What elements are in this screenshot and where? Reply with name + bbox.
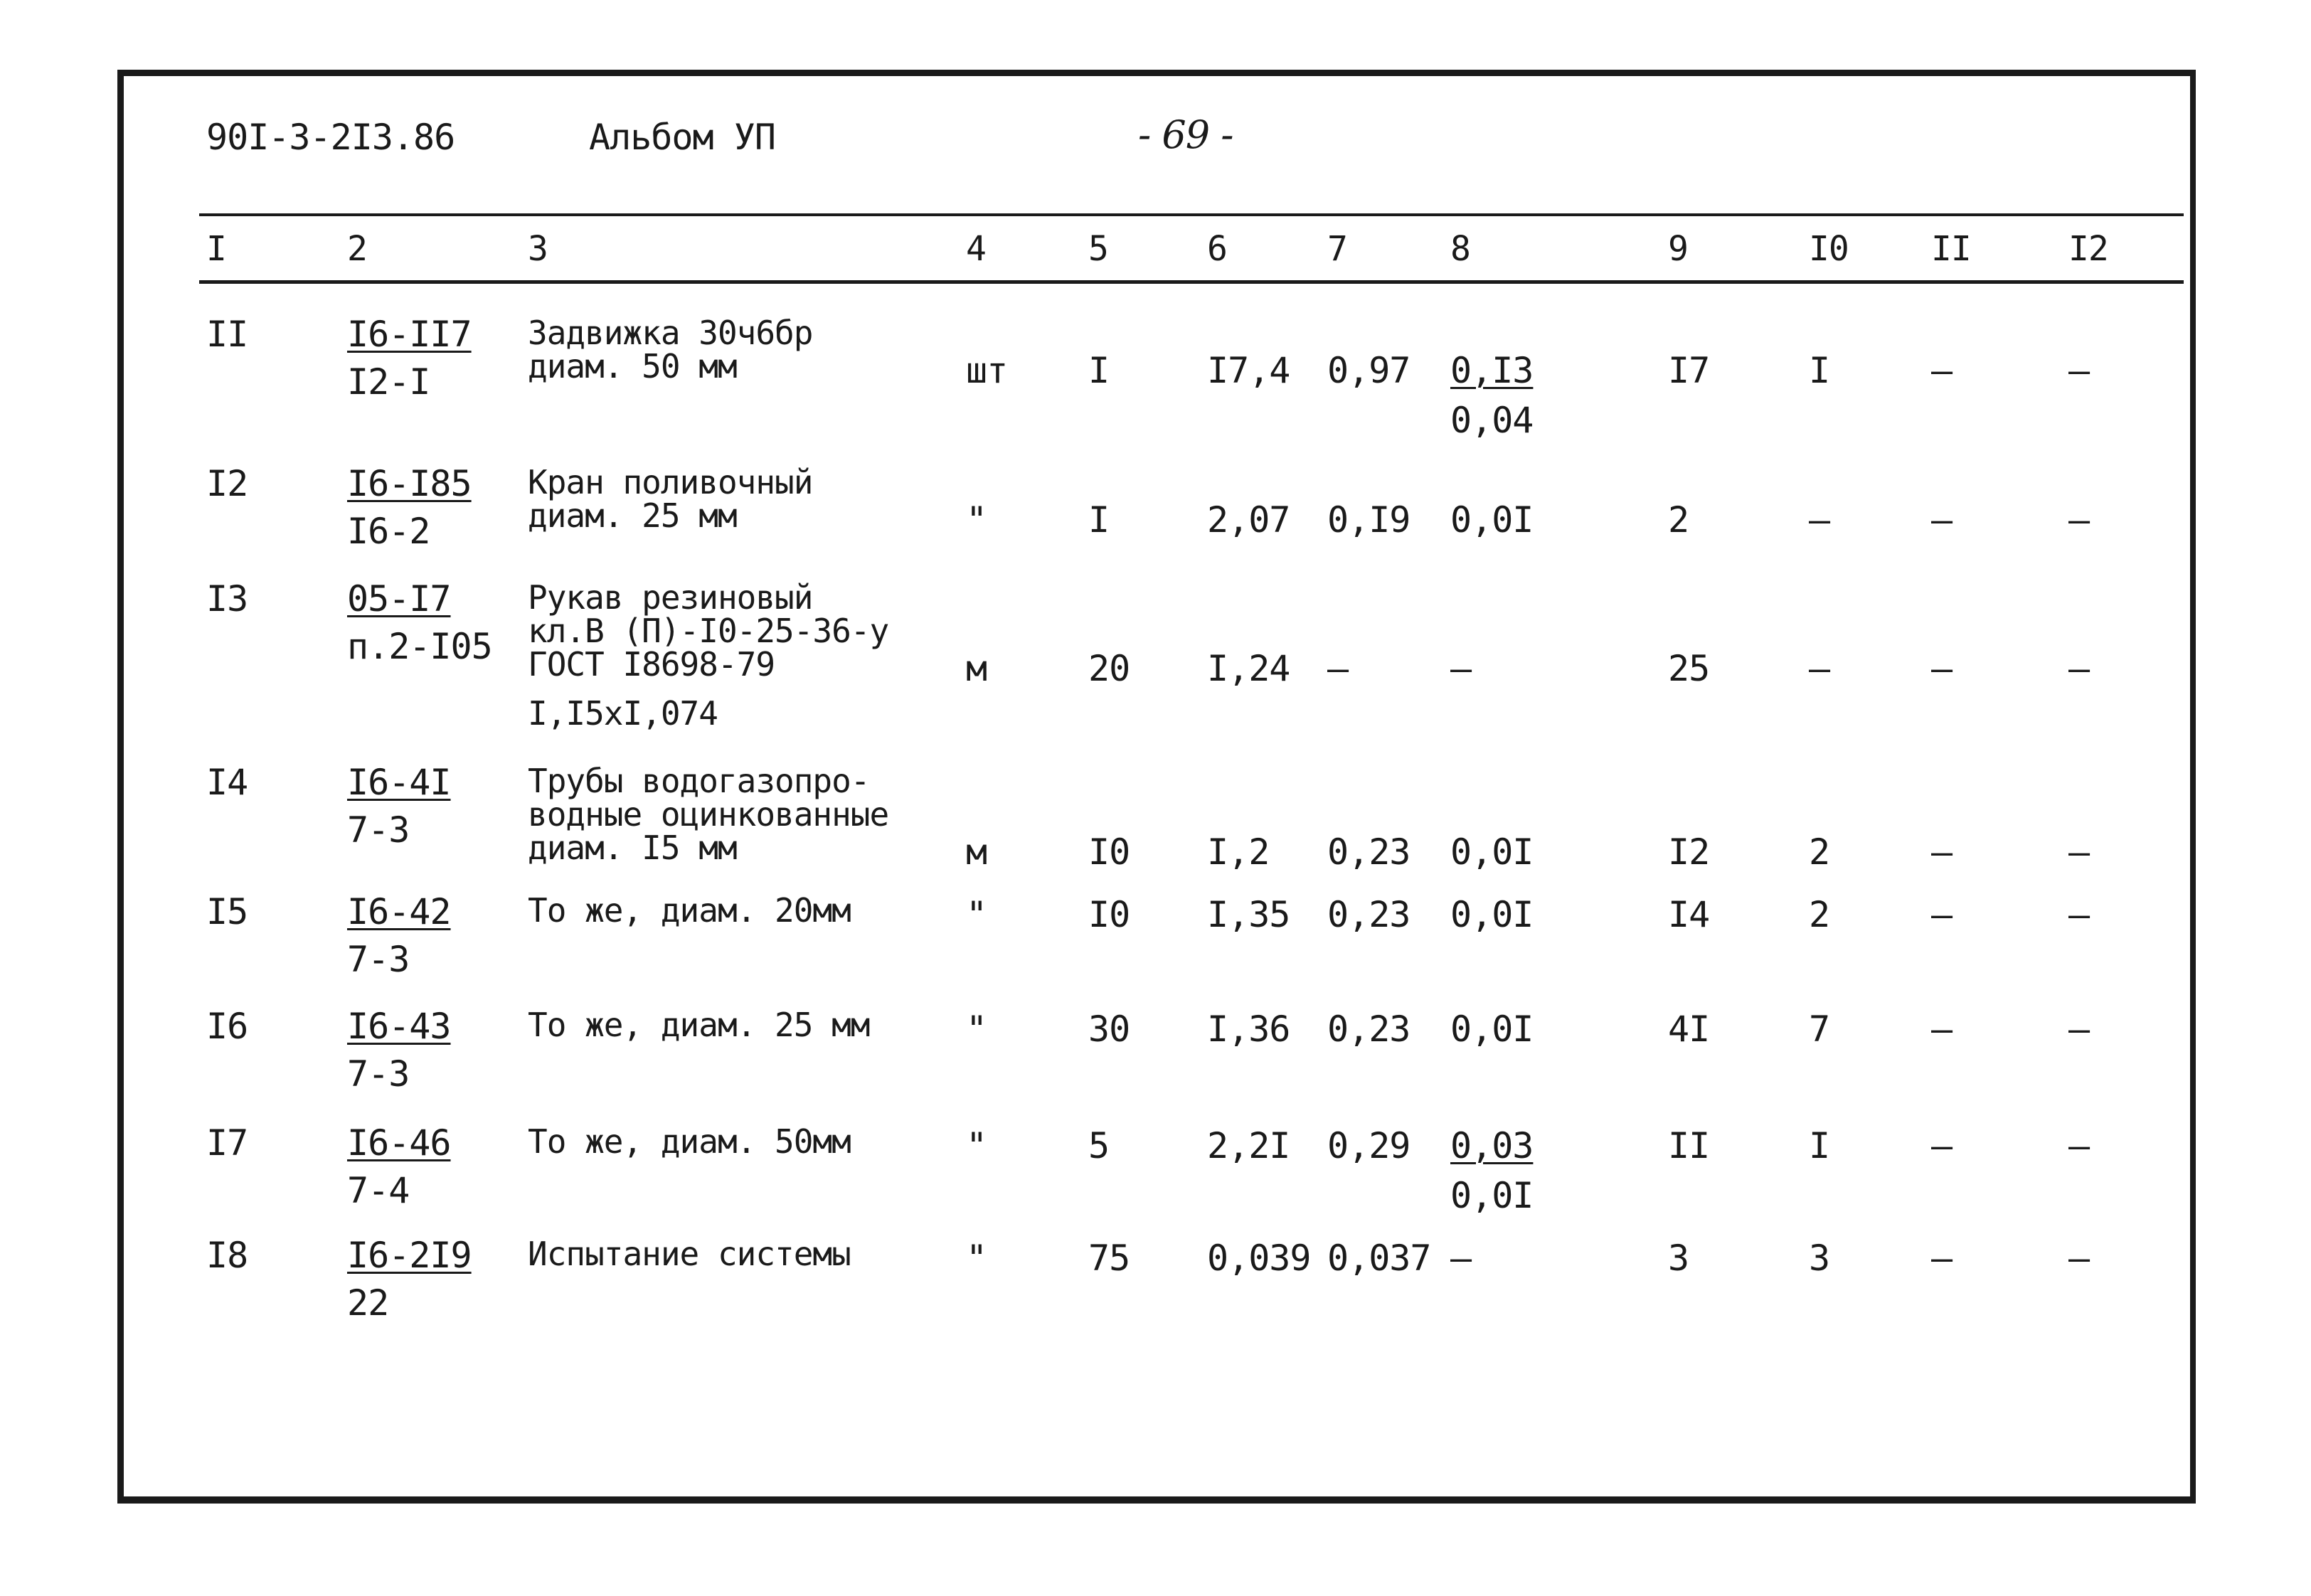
col-8-value: –: [1450, 1238, 1472, 1279]
code-secondary: I6-2: [347, 511, 430, 552]
col-12-value: –: [2068, 1009, 2090, 1050]
description-line: Рукав резиновый: [528, 578, 813, 617]
album-label: Альбом УП: [589, 117, 775, 158]
description-line: То же, диам. 20мм: [528, 891, 851, 930]
unit: ": [966, 499, 987, 541]
code-primary: I6-43: [347, 1006, 451, 1047]
description-line: I,I5хI,074: [528, 694, 718, 733]
unit: ": [966, 1238, 987, 1279]
quantity: I0: [1088, 831, 1130, 873]
quantity: 5: [1088, 1125, 1110, 1166]
col-11-value: –: [1931, 894, 1953, 935]
doc-code: 90I-3-2I3.86: [206, 117, 455, 158]
col-7-value: 0,I9: [1327, 499, 1410, 541]
quantity: I: [1088, 350, 1110, 391]
col-9-value: 4I: [1668, 1009, 1710, 1050]
code-primary: I6-4I: [347, 762, 451, 803]
quantity: 20: [1088, 648, 1130, 689]
col-12-value: –: [2068, 1238, 2090, 1279]
description-line: То же, диам. 25 мм: [528, 1006, 870, 1044]
description-line: водные оцинкованные: [528, 795, 889, 834]
row-number: I2: [206, 463, 248, 504]
column-number-1: I: [206, 229, 226, 269]
column-number-9: 9: [1668, 229, 1688, 269]
col-9-value: I7: [1668, 350, 1710, 391]
col-9-value: I2: [1668, 831, 1710, 873]
description-line: диам. 25 мм: [528, 496, 737, 535]
col-10-value: –: [1809, 648, 1830, 689]
col-6-value: I7,4: [1207, 350, 1290, 391]
column-number-8: 8: [1450, 229, 1470, 269]
col-7-value: 0,037: [1327, 1238, 1431, 1279]
row-number: I5: [206, 891, 248, 932]
unit: ": [966, 1009, 987, 1050]
col-6-value: I,2: [1207, 831, 1270, 873]
col-9-value: 25: [1668, 648, 1710, 689]
description-line: ГОСТ I8698-79: [528, 645, 775, 683]
column-number-4: 4: [966, 229, 986, 269]
unit: ": [966, 894, 987, 935]
description-line: диам. 50 мм: [528, 347, 737, 385]
col-6-value: I,24: [1207, 648, 1290, 689]
col-8-value: –: [1450, 648, 1472, 689]
col-8-value: 0,0I: [1450, 894, 1534, 935]
col-12-value: –: [2068, 1125, 2090, 1166]
col-12-value: –: [2068, 499, 2090, 541]
code-secondary: 7-3: [347, 809, 410, 851]
code-secondary: п.2-I05: [347, 626, 492, 667]
col-8-value-secondary: 0,0I: [1450, 1175, 1534, 1216]
description-line: То же, диам. 50мм: [528, 1122, 851, 1161]
col-9-value: 3: [1668, 1238, 1689, 1279]
header-rule-bottom: [199, 280, 2184, 284]
code-secondary: I2-I: [347, 361, 430, 403]
col-10-value: –: [1809, 499, 1830, 541]
row-number: I6: [206, 1006, 248, 1047]
col-12-value: –: [2068, 350, 2090, 391]
col-10-value: 2: [1809, 894, 1830, 935]
unit: м: [966, 831, 987, 873]
column-number-11: II: [1931, 229, 1971, 269]
col-7-value: 0,23: [1327, 894, 1410, 935]
col-7-value: 0,97: [1327, 350, 1410, 391]
quantity: 30: [1088, 1009, 1130, 1050]
col-9-value: 2: [1668, 499, 1689, 541]
col-7-value: 0,23: [1327, 1009, 1410, 1050]
code-secondary: 7-3: [347, 939, 410, 980]
col-10-value: I: [1809, 1125, 1830, 1166]
column-number-7: 7: [1327, 229, 1347, 269]
code-primary: 05-I7: [347, 578, 451, 619]
col-8-value: 0,0I: [1450, 499, 1534, 541]
col-6-value: I,36: [1207, 1009, 1290, 1050]
description-line: Кран поливочный: [528, 463, 813, 501]
unit: ": [966, 1125, 987, 1166]
header-rule-top: [199, 213, 2184, 216]
col-11-value: –: [1931, 1125, 1953, 1166]
row-number: I4: [206, 762, 248, 803]
col-11-value: –: [1931, 648, 1953, 689]
code-primary: I6-II7: [347, 314, 472, 355]
col-8-value-secondary: 0,04: [1450, 400, 1534, 441]
col-12-value: –: [2068, 648, 2090, 689]
col-11-value: –: [1931, 499, 1953, 541]
col-11-value: –: [1931, 1009, 1953, 1050]
description-line: Задвижка 30ч6бр: [528, 314, 813, 352]
code-secondary: 7-3: [347, 1053, 410, 1095]
column-number-6: 6: [1207, 229, 1227, 269]
col-10-value: 2: [1809, 831, 1830, 873]
col-11-value: –: [1931, 831, 1953, 873]
col-9-value: II: [1668, 1125, 1710, 1166]
col-11-value: –: [1931, 1238, 1953, 1279]
description-line: кл.В (П)-I0-25-36-у: [528, 612, 889, 650]
col-6-value: 2,07: [1207, 499, 1290, 541]
col-12-value: –: [2068, 894, 2090, 935]
row-number: II: [206, 314, 248, 355]
col-8-value: 0,I3: [1450, 350, 1534, 391]
description-line: диам. I5 мм: [528, 829, 737, 867]
unit: м: [966, 648, 987, 689]
column-number-12: I2: [2068, 229, 2108, 269]
column-number-3: 3: [528, 229, 548, 269]
quantity: 75: [1088, 1238, 1130, 1279]
row-number: I3: [206, 578, 248, 619]
row-number: I8: [206, 1235, 248, 1276]
col-10-value: 3: [1809, 1238, 1830, 1279]
col-6-value: I,35: [1207, 894, 1290, 935]
col-7-value: 0,23: [1327, 831, 1410, 873]
col-11-value: –: [1931, 350, 1953, 391]
quantity: I0: [1088, 894, 1130, 935]
col-6-value: 0,039: [1207, 1238, 1311, 1279]
column-number-2: 2: [347, 229, 367, 269]
code-secondary: 22: [347, 1282, 389, 1324]
code-primary: I6-46: [347, 1122, 451, 1164]
col-8-value: 0,0I: [1450, 831, 1534, 873]
code-primary: I6-2I9: [347, 1235, 472, 1276]
col-8-value: 0,0I: [1450, 1009, 1534, 1050]
code-primary: I6-I85: [347, 463, 472, 504]
column-number-5: 5: [1088, 229, 1108, 269]
code-primary: I6-42: [347, 891, 451, 932]
col-7-value: –: [1327, 648, 1349, 689]
column-number-10: I0: [1809, 229, 1849, 269]
quantity: I: [1088, 499, 1110, 541]
col-8-value: 0,03: [1450, 1125, 1534, 1166]
row-number: I7: [206, 1122, 248, 1164]
code-secondary: 7-4: [347, 1170, 410, 1211]
col-7-value: 0,29: [1327, 1125, 1410, 1166]
col-6-value: 2,2I: [1207, 1125, 1290, 1166]
col-12-value: –: [2068, 831, 2090, 873]
col-10-value: I: [1809, 350, 1830, 391]
description-line: Испытание системы: [528, 1235, 851, 1273]
description-line: Трубы водогазопро-: [528, 762, 870, 800]
col-9-value: I4: [1668, 894, 1710, 935]
page-number: - 69 -: [1138, 112, 1233, 157]
unit: шт: [966, 350, 1008, 391]
col-10-value: 7: [1809, 1009, 1830, 1050]
